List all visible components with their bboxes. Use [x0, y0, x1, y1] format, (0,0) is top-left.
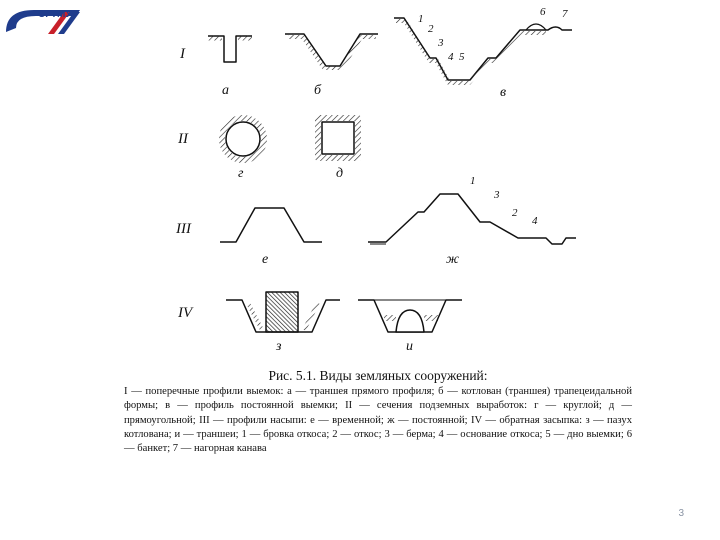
row-label-1: I	[180, 46, 185, 62]
callout-v-3: 3	[438, 37, 444, 49]
callout-zh-1: 1	[470, 175, 476, 187]
profile-e-temporary-embankment	[220, 208, 322, 242]
label-a: а	[222, 83, 229, 98]
section-g-circle	[222, 118, 264, 160]
row-label-3: III	[176, 221, 191, 237]
row-label-2: II	[178, 131, 188, 147]
figure-caption	[124, 369, 632, 456]
profile-a-rect-trench	[208, 36, 252, 62]
callout-v-5: 5	[459, 51, 465, 63]
caption-title: Рис. 5.1. Виды земляных сооружений:	[268, 368, 488, 383]
slide-number: 3	[678, 508, 684, 519]
label-d: д	[336, 166, 344, 181]
logo-text: СГТМУ	[38, 9, 72, 20]
label-i: и	[406, 339, 413, 354]
label-g: г	[238, 166, 244, 181]
caption-body: I — поперечные профили выемок: а — траншея прямого профиля; б — котлован (траншея) трапецеидальной формы; в — профиль постоянной выемки; II — сечения подземных выработок: г — круглой; д — прямоугольной; III — профили насыпи: е — временной; ж — постоянной; IV — обратная засыпка: з — пазух котлована; и — траншеи; 1 — бровка откоса; 2 — откос; 3 — берма; 4 — основание откоса; 5 — дно выемки; 6 — банкет; 7 — нагорная канава	[124, 386, 632, 455]
profile-b-trapezoid-pit	[285, 34, 378, 68]
backfill-z-pit-sinuses	[226, 292, 340, 332]
backfill-i-trench	[358, 300, 462, 332]
label-z: з	[276, 339, 282, 354]
profile-v-permanent-excavation	[394, 18, 572, 83]
profile-zh-permanent-embankment	[368, 194, 576, 244]
label-b: б	[314, 83, 322, 98]
callout-zh-2: 2	[512, 207, 518, 219]
callout-zh-3: 3	[494, 189, 500, 201]
callout-v-1: 1	[418, 13, 424, 25]
callout-v-7: 7	[562, 8, 568, 20]
section-d-rectangle	[318, 118, 358, 158]
label-v: в	[500, 85, 507, 100]
label-e: е	[262, 252, 269, 267]
callout-zh-4: 4	[532, 215, 538, 227]
label-zh: ж	[446, 252, 460, 267]
callout-v-2: 2	[428, 23, 434, 35]
callout-v-4: 4	[448, 51, 454, 63]
callout-v-6: 6	[540, 6, 546, 18]
row-label-4: IV	[178, 305, 193, 321]
